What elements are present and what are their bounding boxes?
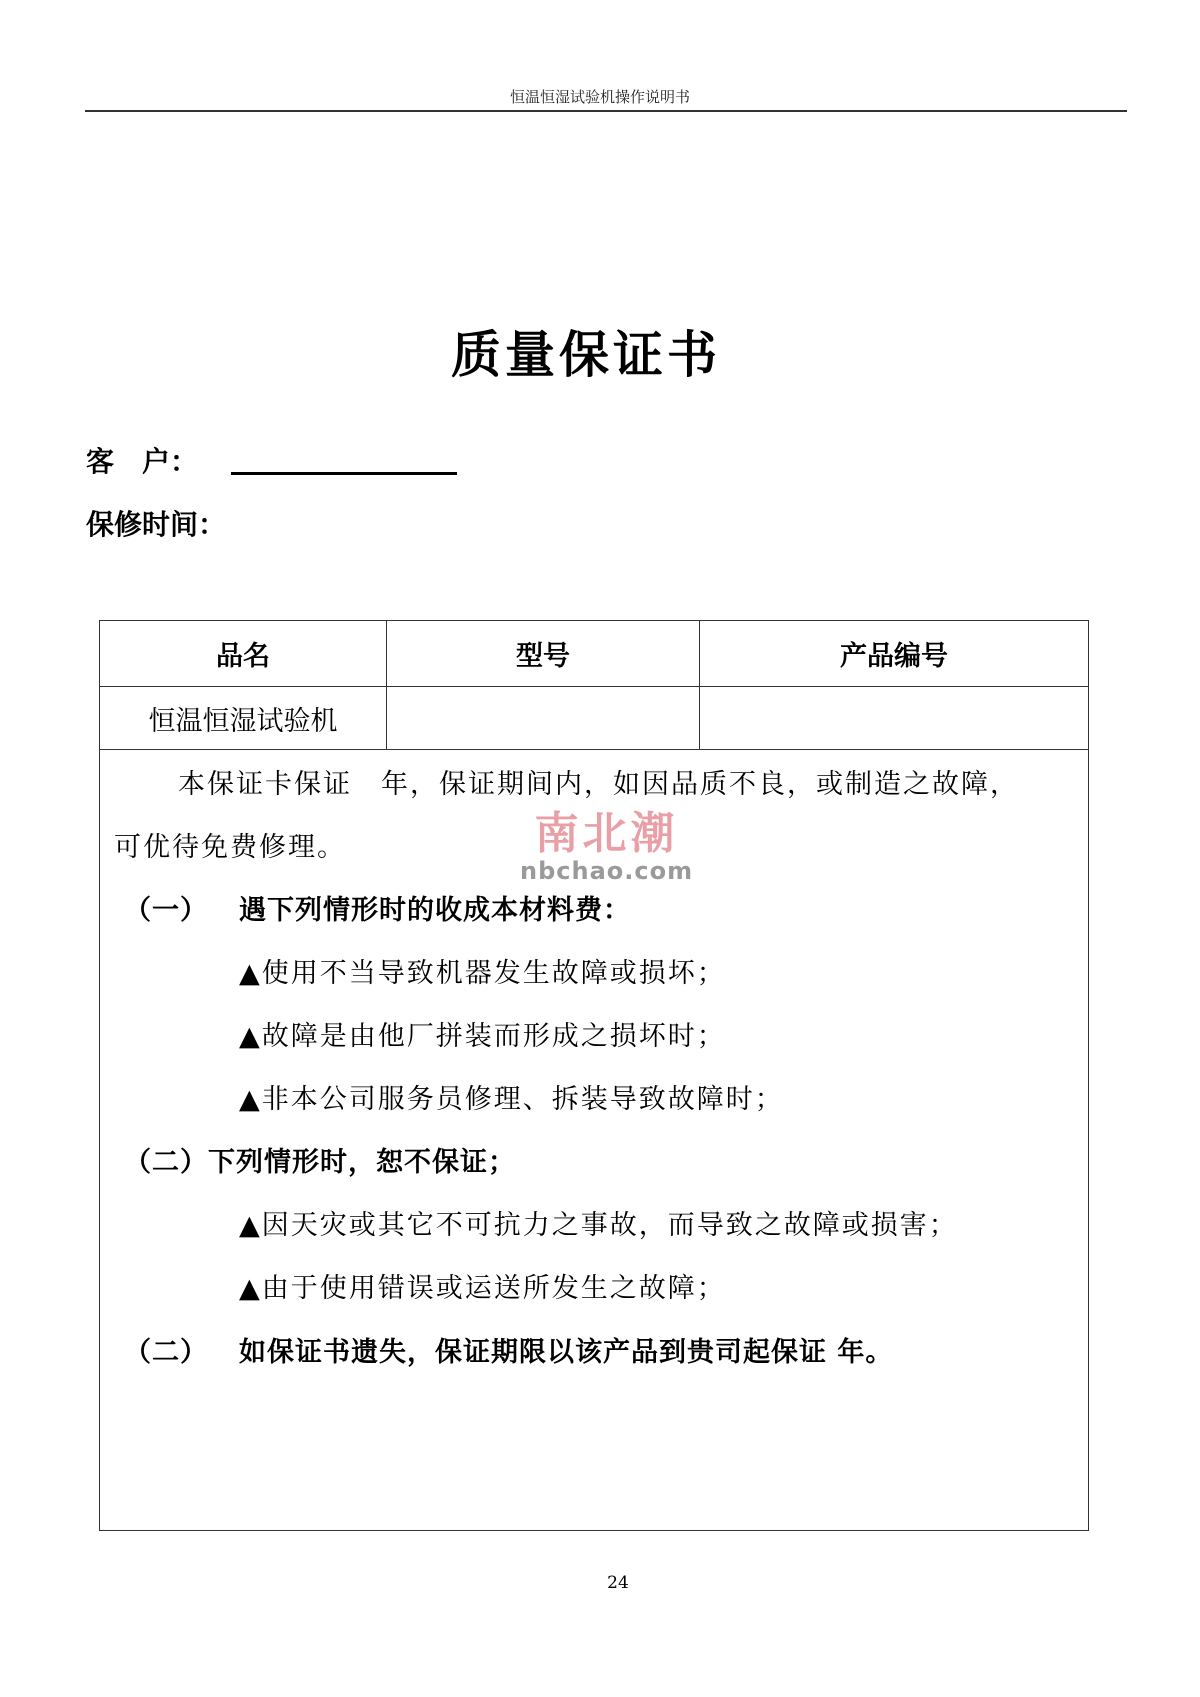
header-model: 型号 (387, 621, 700, 687)
para1-line2: 可优待免费修理。 (114, 832, 346, 863)
header-product-name: 品名 (100, 621, 387, 687)
section3-number: （二） (124, 1337, 208, 1368)
section1-item: ▲故障是由他厂拼装而形成之损坏时； (239, 1021, 726, 1052)
para1-line1: 本保证卡保证 年，保证期间内，如因品质不良，或制造之故障， (178, 769, 1019, 800)
section1-item: ▲非本公司服务员修理、拆装导致故障时； (239, 1084, 784, 1115)
watermark-logo (520, 810, 693, 884)
section2-item: ▲由于使用错误或运送所发生之故障； (239, 1273, 726, 1304)
section1-title: 遇下列情形时的收成本材料费： (239, 895, 631, 926)
header-serial-number: 产品编号 (700, 621, 1089, 687)
customer-blank-line (231, 472, 457, 475)
section3-title: 如保证书遗失，保证期限以该产品到贵司起保证 年。 (239, 1337, 894, 1368)
repair-time-label: 保修时间： (86, 508, 227, 541)
watermark-cn: 南北潮 (534, 808, 679, 859)
table-row (100, 687, 1089, 750)
customer-label: 客 户： (86, 445, 199, 478)
page-number: 24 (607, 1573, 629, 1593)
cell-model (387, 687, 700, 750)
section1-number: （一） (124, 895, 208, 926)
cell-product-name: 恒温恒湿试验机 (100, 687, 387, 750)
header-divider (85, 110, 1127, 112)
document-title: 质量保证书 (451, 325, 721, 384)
section2-title: （二）下列情形时，恕不保证； (124, 1147, 516, 1178)
warranty-table (99, 620, 1089, 1531)
section2-item: ▲因天灾或其它不可抗力之事故，而导致之故障或损害； (239, 1210, 958, 1241)
section1-item: ▲使用不当导致机器发生故障或损坏； (239, 958, 726, 989)
table-header-row (100, 621, 1089, 687)
cell-serial-number (700, 687, 1089, 750)
running-header: 恒温恒湿试验机操作说明书 (509, 88, 690, 106)
watermark-en: nbchao.com (520, 857, 694, 885)
